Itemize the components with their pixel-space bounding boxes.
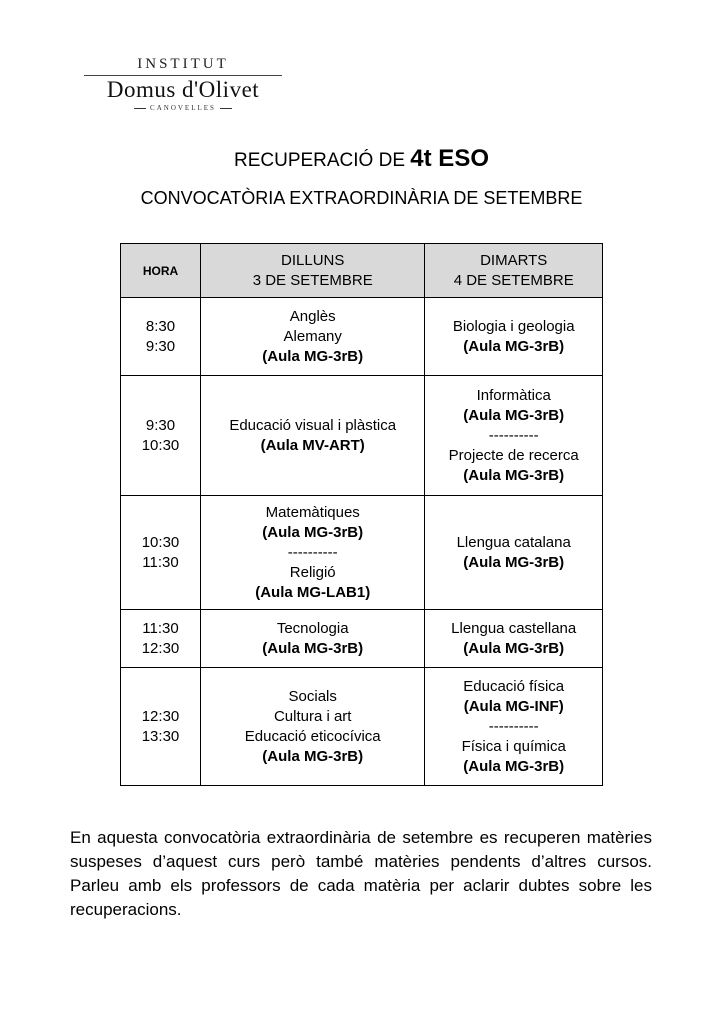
subject-label: Educació visual i plàstica <box>229 416 397 434</box>
title-prefix: RECUPERACIÓ DE <box>233 150 406 171</box>
table-row <box>121 610 603 668</box>
logo-rule <box>84 75 282 76</box>
subject-label: Alemany <box>283 327 342 345</box>
table-row <box>121 298 603 376</box>
subject-label: Física i química <box>461 737 566 755</box>
subject-label: Socials <box>288 687 337 705</box>
page-subtitle: CONVOCATÒRIA EXTRAORDINÀRIA DE SETEMBRE <box>140 188 583 208</box>
logo-school-name: Domus d'Olivet <box>106 77 260 102</box>
time-end: 11:30 <box>142 553 179 571</box>
logo-town-text: CANOVELLES <box>150 104 216 112</box>
subject-label: ---------- <box>287 543 338 561</box>
table-row <box>121 376 603 496</box>
monday-cell <box>201 496 425 610</box>
classroom-label: (Aula MG-3rB) <box>463 757 565 775</box>
classroom-label: (Aula MG-3rB) <box>262 347 364 365</box>
monday-cell <box>201 376 425 496</box>
table-row <box>121 496 603 610</box>
classroom-label: (Aula MG-3rB) <box>463 553 565 571</box>
time-start: 12:30 <box>141 707 180 725</box>
header-monday-day: DILLUNS <box>281 251 345 269</box>
time-start: 10:30 <box>141 533 180 551</box>
school-logo <box>78 56 288 113</box>
classroom-label: (Aula MG-3rB) <box>262 523 364 541</box>
tuesday-cell <box>425 610 603 668</box>
logo-dash-right <box>220 108 232 109</box>
classroom-label: (Aula MG-3rB) <box>463 337 565 355</box>
header-tuesday-day: DIMARTS <box>480 251 548 269</box>
tuesday-cell <box>425 668 603 786</box>
subject-label: Educació eticocívica <box>244 727 381 745</box>
subject-label: Llengua castellana <box>451 619 577 637</box>
tuesday-cell <box>425 298 603 376</box>
subject-label: Llengua catalana <box>456 533 571 551</box>
monday-cell <box>201 668 425 786</box>
logo-town <box>78 103 288 113</box>
logo-dash-left <box>134 108 146 109</box>
classroom-label: (Aula MV-ART) <box>260 436 365 454</box>
time-end: 12:30 <box>141 639 180 657</box>
classroom-label: (Aula MG-3rB) <box>463 406 565 424</box>
classroom-label: (Aula MG-3rB) <box>463 639 565 657</box>
classroom-label: (Aula MG-3rB) <box>262 639 364 657</box>
time-end: 10:30 <box>141 436 180 454</box>
subject-label: ---------- <box>488 426 539 444</box>
subject-label: Projecte de recerca <box>448 446 579 464</box>
time-start: 9:30 <box>145 416 176 434</box>
subject-label: Informàtica <box>476 386 551 404</box>
subject-label: Tecnologia <box>276 619 349 637</box>
tuesday-cell <box>425 496 603 610</box>
time-slot-cell <box>121 610 201 668</box>
page-title <box>0 146 723 174</box>
monday-cell <box>201 610 425 668</box>
time-slot-cell <box>121 496 201 610</box>
time-slot-cell <box>121 298 201 376</box>
title-course: 4t ESO <box>410 145 489 172</box>
time-slot-cell <box>121 668 201 786</box>
subject-label: Educació física <box>463 677 565 695</box>
time-end: 9:30 <box>145 337 176 355</box>
table-body <box>121 298 603 786</box>
classroom-label: (Aula MG-3rB) <box>463 466 565 484</box>
info-paragraph: En aquesta convocatòria extraordinària de setembre es recuperen matèries suspeses d’aquest curs però també matèries pendents d’altres cursos. Parleu amb els professors de cada matèria per aclarir dubtes sobre les recuperacions. <box>70 828 652 919</box>
exam-schedule-table <box>120 243 603 786</box>
header-monday <box>201 244 425 298</box>
header-monday-date: 3 DE SETEMBRE <box>252 271 373 289</box>
subject-label: ---------- <box>488 717 539 735</box>
classroom-label: (Aula MG-LAB1) <box>255 583 371 601</box>
subject-label: Biologia i geologia <box>452 317 575 335</box>
logo-institut: INSTITUT <box>137 56 229 72</box>
subject-label: Matemàtiques <box>265 503 360 521</box>
time-start: 8:30 <box>145 317 176 335</box>
tuesday-cell <box>425 376 603 496</box>
subject-label: Religió <box>289 563 336 581</box>
table-header-row <box>121 244 603 298</box>
subject-label: Anglès <box>289 307 336 325</box>
header-tuesday-date: 4 DE SETEMBRE <box>453 271 574 289</box>
classroom-label: (Aula MG-INF) <box>463 697 564 715</box>
monday-cell <box>201 298 425 376</box>
time-slot-cell <box>121 376 201 496</box>
subject-label: Cultura i art <box>273 707 352 725</box>
header-tuesday <box>425 244 603 298</box>
time-end: 13:30 <box>141 727 180 745</box>
time-start: 11:30 <box>142 619 179 637</box>
header-hora: HORA <box>121 244 201 298</box>
classroom-label: (Aula MG-3rB) <box>262 747 364 765</box>
table-row <box>121 668 603 786</box>
